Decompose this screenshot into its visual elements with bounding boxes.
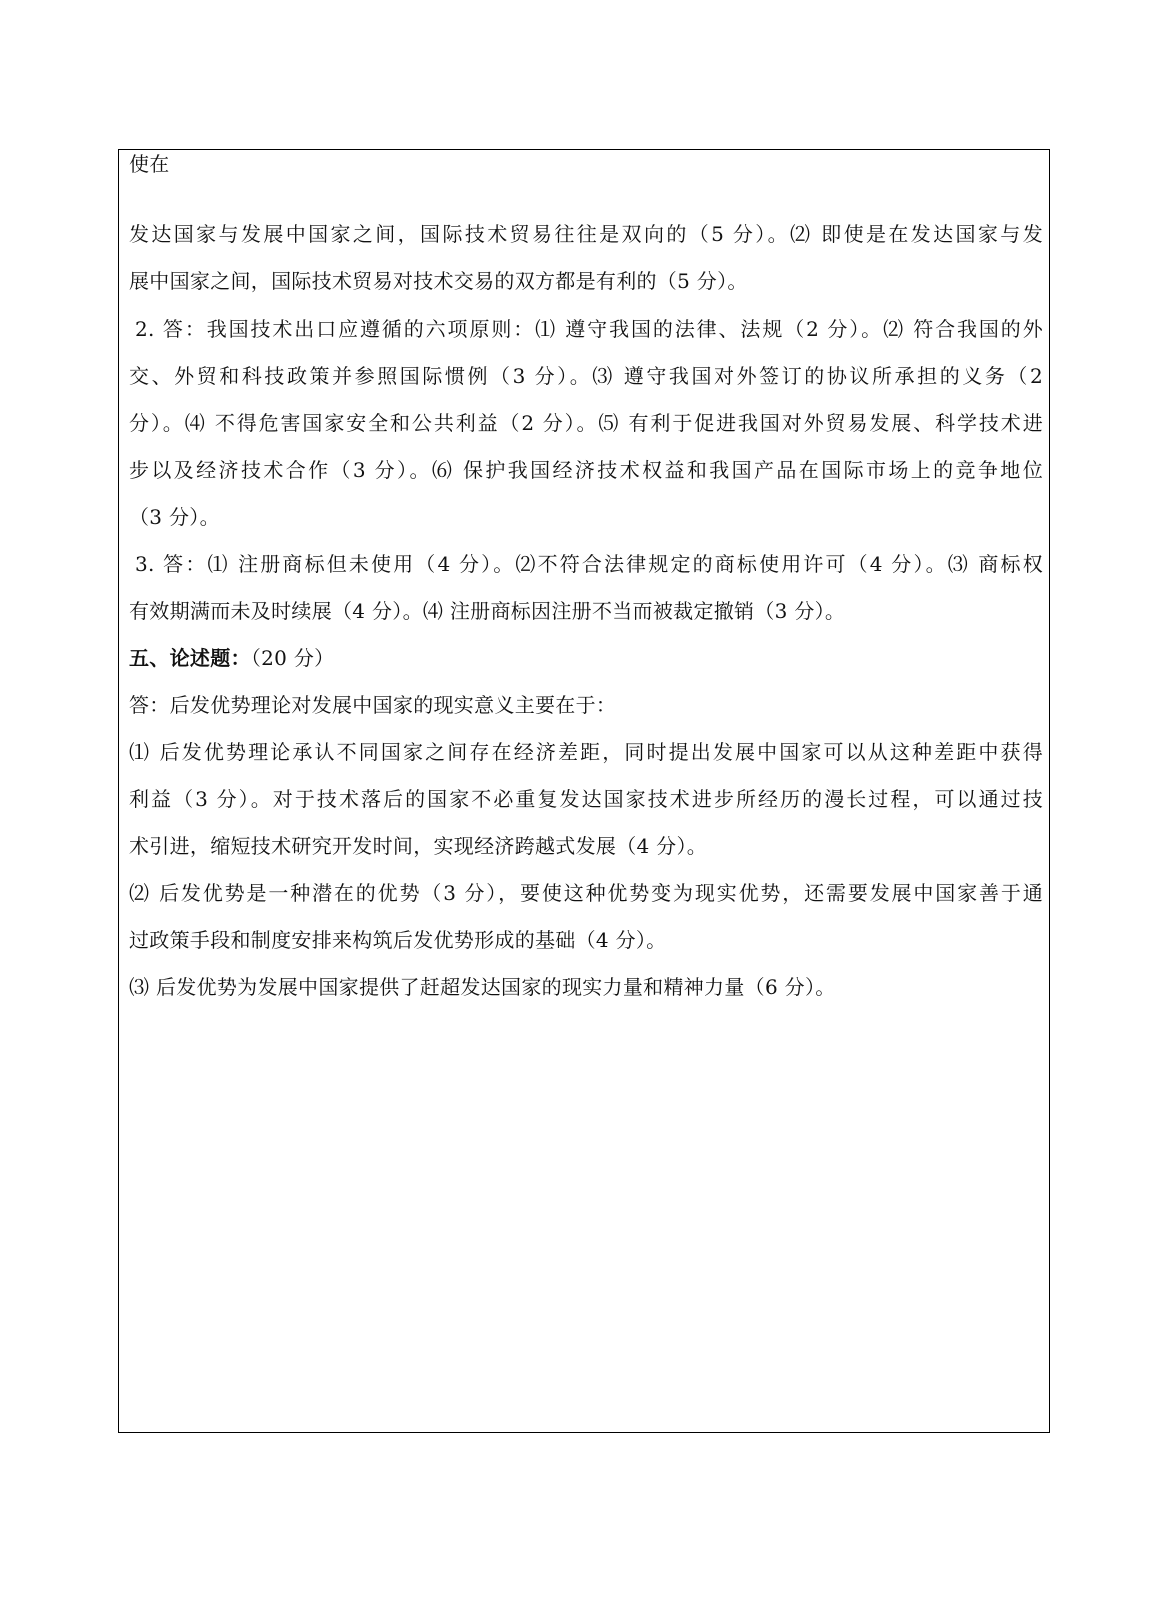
text-line: 使在 (129, 152, 170, 176)
text-line: （3 分）。 (129, 505, 220, 529)
text-line: ⑴ 后发优势理论承认不同国家之间存在经济差距，同时提出发展中国家可以从这种差距中获得 (129, 740, 1043, 764)
text-line: 术引进，缩短技术研究开发时间，实现经济跨越式发展（4 分）。 (129, 834, 708, 858)
answer-box (118, 149, 1050, 1433)
text-line: ⑵ 后发优势是一种潜在的优势（3 分），要使这种优势变为现实优势，还需要发展中国家善于通 (129, 881, 1043, 905)
section-heading (129, 644, 1043, 672)
section-points: （20 分） (250, 646, 335, 670)
text-line: 步以及经济技术合作（3 分）。⑹ 保护我国经济技术权益和我国产品在国际市场上的竞争地位 (129, 458, 1043, 482)
text-line: 过政策手段和制度安排来构筑后发优势形成的基础（4 分）。 (129, 928, 667, 952)
text-line: ⑶ 后发优势为发展中国家提供了赶超发达国家的现实力量和精神力量（6 分）。 (129, 975, 836, 999)
text-line: 利益（3 分）。对于技术落后的国家不必重复发达国家技术进步所经历的漫长过程，可以通过技 (129, 787, 1043, 811)
text-line: 有效期满而未及时续展（4 分）。⑷ 注册商标因注册不当而被裁定撤销（3 分）。 (129, 599, 846, 623)
text-line: 分）。⑷ 不得危害国家安全和公共利益（2 分）。⑸ 有利于促进我国对外贸易发展、科学技术进 (129, 411, 1043, 435)
text-line: 发达国家与发展中国家之间，国际技术贸易往往是双向的（5 分）。⑵ 即使是在发达国家与发 (129, 222, 1043, 246)
text-line: 2. 答：我国技术出口应遵循的六项原则：⑴ 遵守我国的法律、法规（2 分）。⑵ 符合我国的外 (135, 317, 1043, 341)
text-line: 答：后发优势理论对发展中国家的现实意义主要在于： (129, 693, 617, 717)
text-line: 3. 答：⑴ 注册商标但未使用（4 分）。⑵不符合法律规定的商标使用许可（4 分）。⑶ 商标权 (135, 552, 1043, 576)
text-line: 展中国家之间，国际技术贸易对技术交易的双方都是有利的（5 分）。 (129, 269, 748, 293)
section-title: 五、论述题： (129, 646, 251, 670)
text-line: 交、外贸和科技政策并参照国际惯例（3 分）。⑶ 遵守我国对外签订的协议所承担的义务（2 (129, 364, 1043, 388)
